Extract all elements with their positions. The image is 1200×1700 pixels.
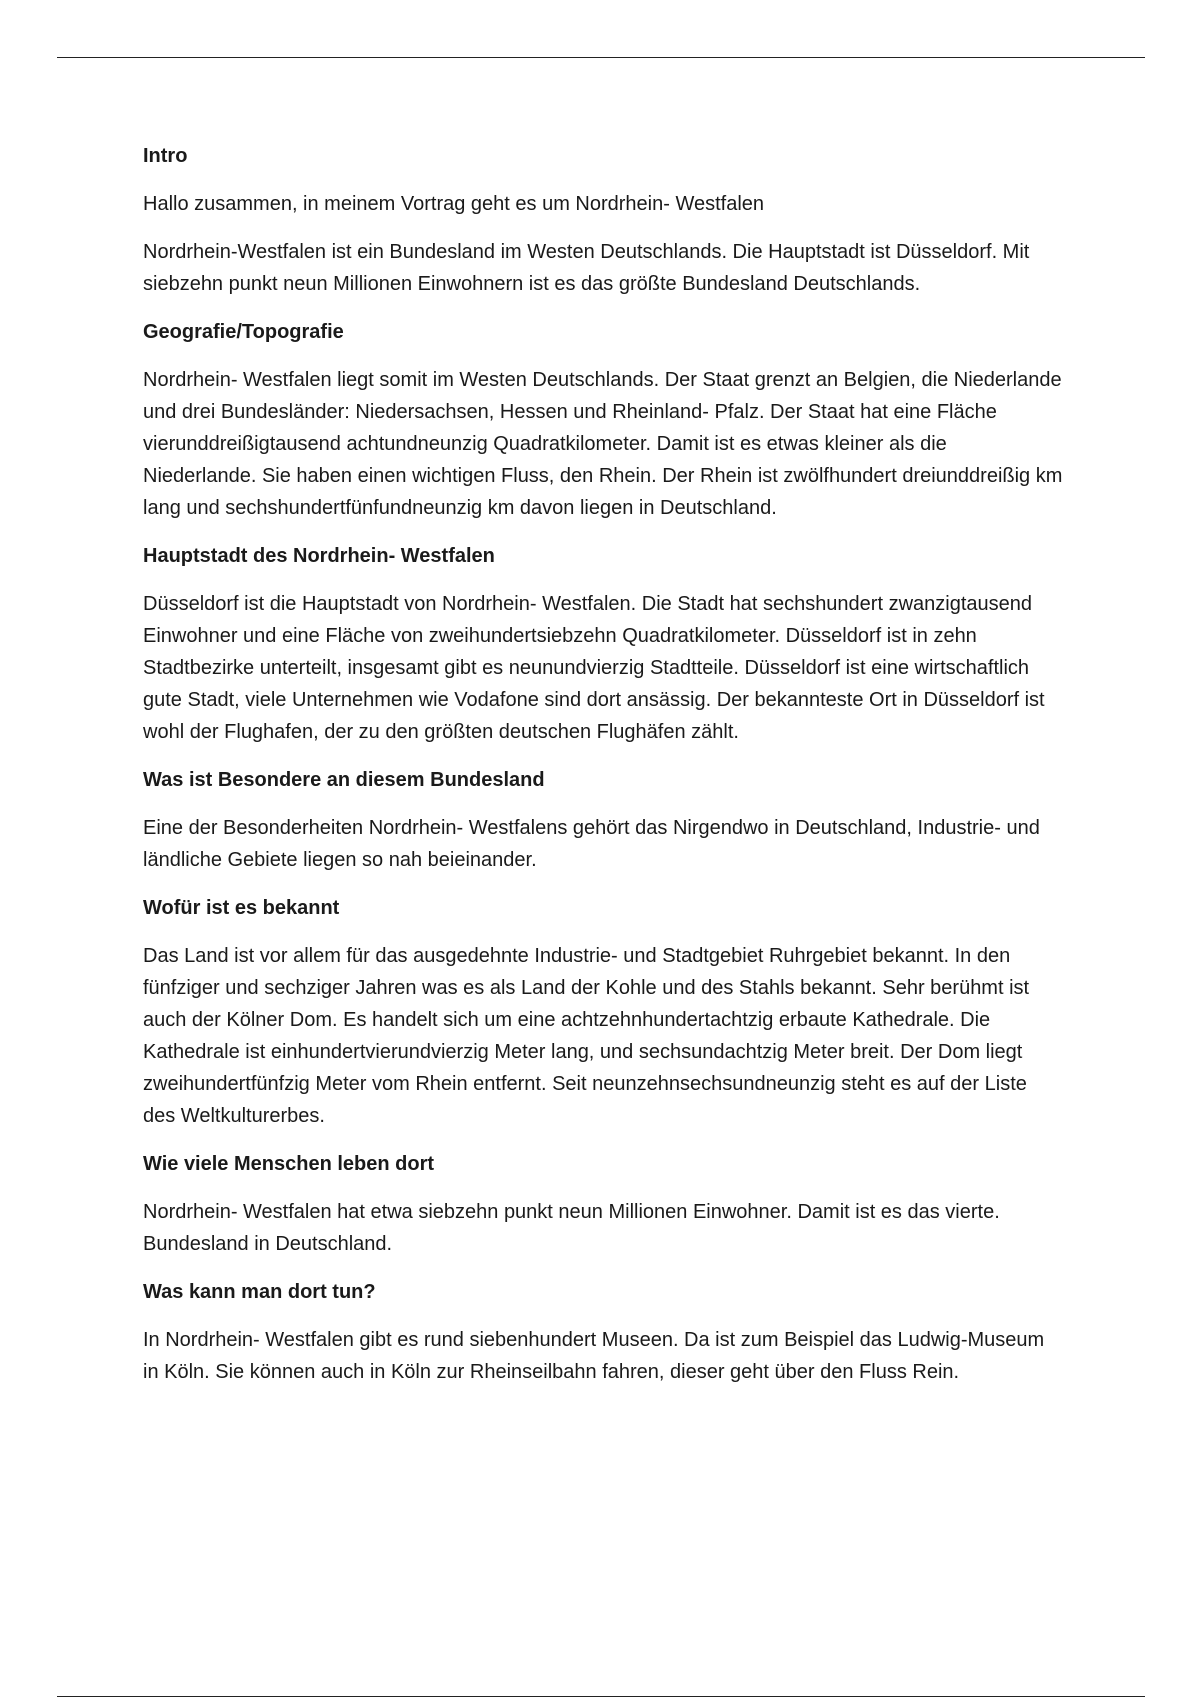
section-intro: [143, 140, 1063, 300]
section-heading: Wofür ist es bekannt: [143, 897, 340, 919]
section-heading: Geografie/Topografie: [143, 321, 344, 343]
paragraph: Hallo zusammen, in meinem Vortrag geht es um Nordrhein- Westfalen: [143, 193, 765, 215]
footer-rule: [57, 1696, 1145, 1697]
header-rule: [57, 57, 1145, 58]
section-geografie: [143, 316, 1063, 524]
paragraph: Nordrhein- Westfalen hat etwa siebzehn punkt neun Millionen Einwohner. Damit ist es das vierte. Bundesland in Deutschland.: [143, 1201, 1000, 1255]
section-heading: Was ist Besondere an diesem Bundesland: [143, 769, 545, 791]
section-besonderheiten: [143, 764, 1063, 876]
paragraph: Eine der Besonderheiten Nordrhein- Westfalens gehört das Nirgendwo in Deutschland, Industrie- und ländliche Gebiete liegen so nah beieinander.: [143, 817, 1040, 871]
section-hauptstadt: [143, 540, 1063, 748]
paragraph: Nordrhein-Westfalen ist ein Bundesland im Westen Deutschlands. Die Hauptstadt ist Düsseldorf. Mit siebzehn punkt neun Millionen Einwohnern ist es das größte Bundesland Deutschlands.: [143, 241, 1030, 295]
paragraph: Nordrhein- Westfalen liegt somit im Westen Deutschlands. Der Staat grenzt an Belgien, die Niederlande und drei Bundesländer: Niedersachsen, Hessen und Rheinland- Pfalz. Der Staat hat eine Fläche vierunddreißigtausend achtundneunzig Quadratkilometer. Damit ist es etwas kleiner als die Niederlande. Sie haben einen wichtigen Fluss, den Rhein. Der Rhein ist zwölfhundert dreiunddreißig km lang und sechshundertfünfundneunzig km davon liegen in Deutschland.: [143, 369, 1063, 519]
section-aktivitaeten: [143, 1276, 1063, 1388]
paragraph: Das Land ist vor allem für das ausgedehnte Industrie- und Stadtgebiet Ruhrgebiet bekannt. In den fünfziger und sechziger Jahren was es als Land der Kohle und des Stahls bekannt. Sehr berühmt ist auch der Kölner Dom. Es handelt sich um eine achtzehnhundertachtzig erbaute Kathedrale. Die Kathedrale ist einhundertvierundvierzig Meter lang, und sechsundachtzig Meter breit. Der Dom liegt zweihundertfünfzig Meter vom Rhein entfernt. Seit neunzehnsechsundneunzig steht es auf der Liste des Weltkulturerbes.: [143, 945, 1030, 1127]
section-einwohner: [143, 1148, 1063, 1260]
document-body: [143, 140, 1063, 1404]
section-heading: Hauptstadt des Nordrhein- Westfalen: [143, 545, 495, 567]
section-bekannt: [143, 892, 1063, 1132]
section-heading: Was kann man dort tun?: [143, 1281, 376, 1303]
paragraph: In Nordrhein- Westfalen gibt es rund siebenhundert Museen. Da ist zum Beispiel das Ludwig-Museum in Köln. Sie können auch in Köln zur Rheinseilbahn fahren, dieser geht über den Fluss Rein.: [143, 1329, 1045, 1383]
paragraph: Düsseldorf ist die Hauptstadt von Nordrhein- Westfalen. Die Stadt hat sechshundert zwanzigtausend Einwohner und eine Fläche von zweihundertsiebzehn Quadratkilometer. Düsseldorf ist in zehn Stadtbezirke unterteilt, insgesamt gibt es neunundvierzig Stadtteile. Düsseldorf ist eine wirtschaftlich gute Stadt, viele Unternehmen wie Vodafone sind dort ansässig. Der bekannteste Ort in Düsseldorf ist wohl der Flughafen, der zu den größten deutschen Flughäfen zählt.: [143, 593, 1045, 743]
section-heading: Intro: [143, 145, 188, 167]
section-heading: Wie viele Menschen leben dort: [143, 1153, 435, 1175]
